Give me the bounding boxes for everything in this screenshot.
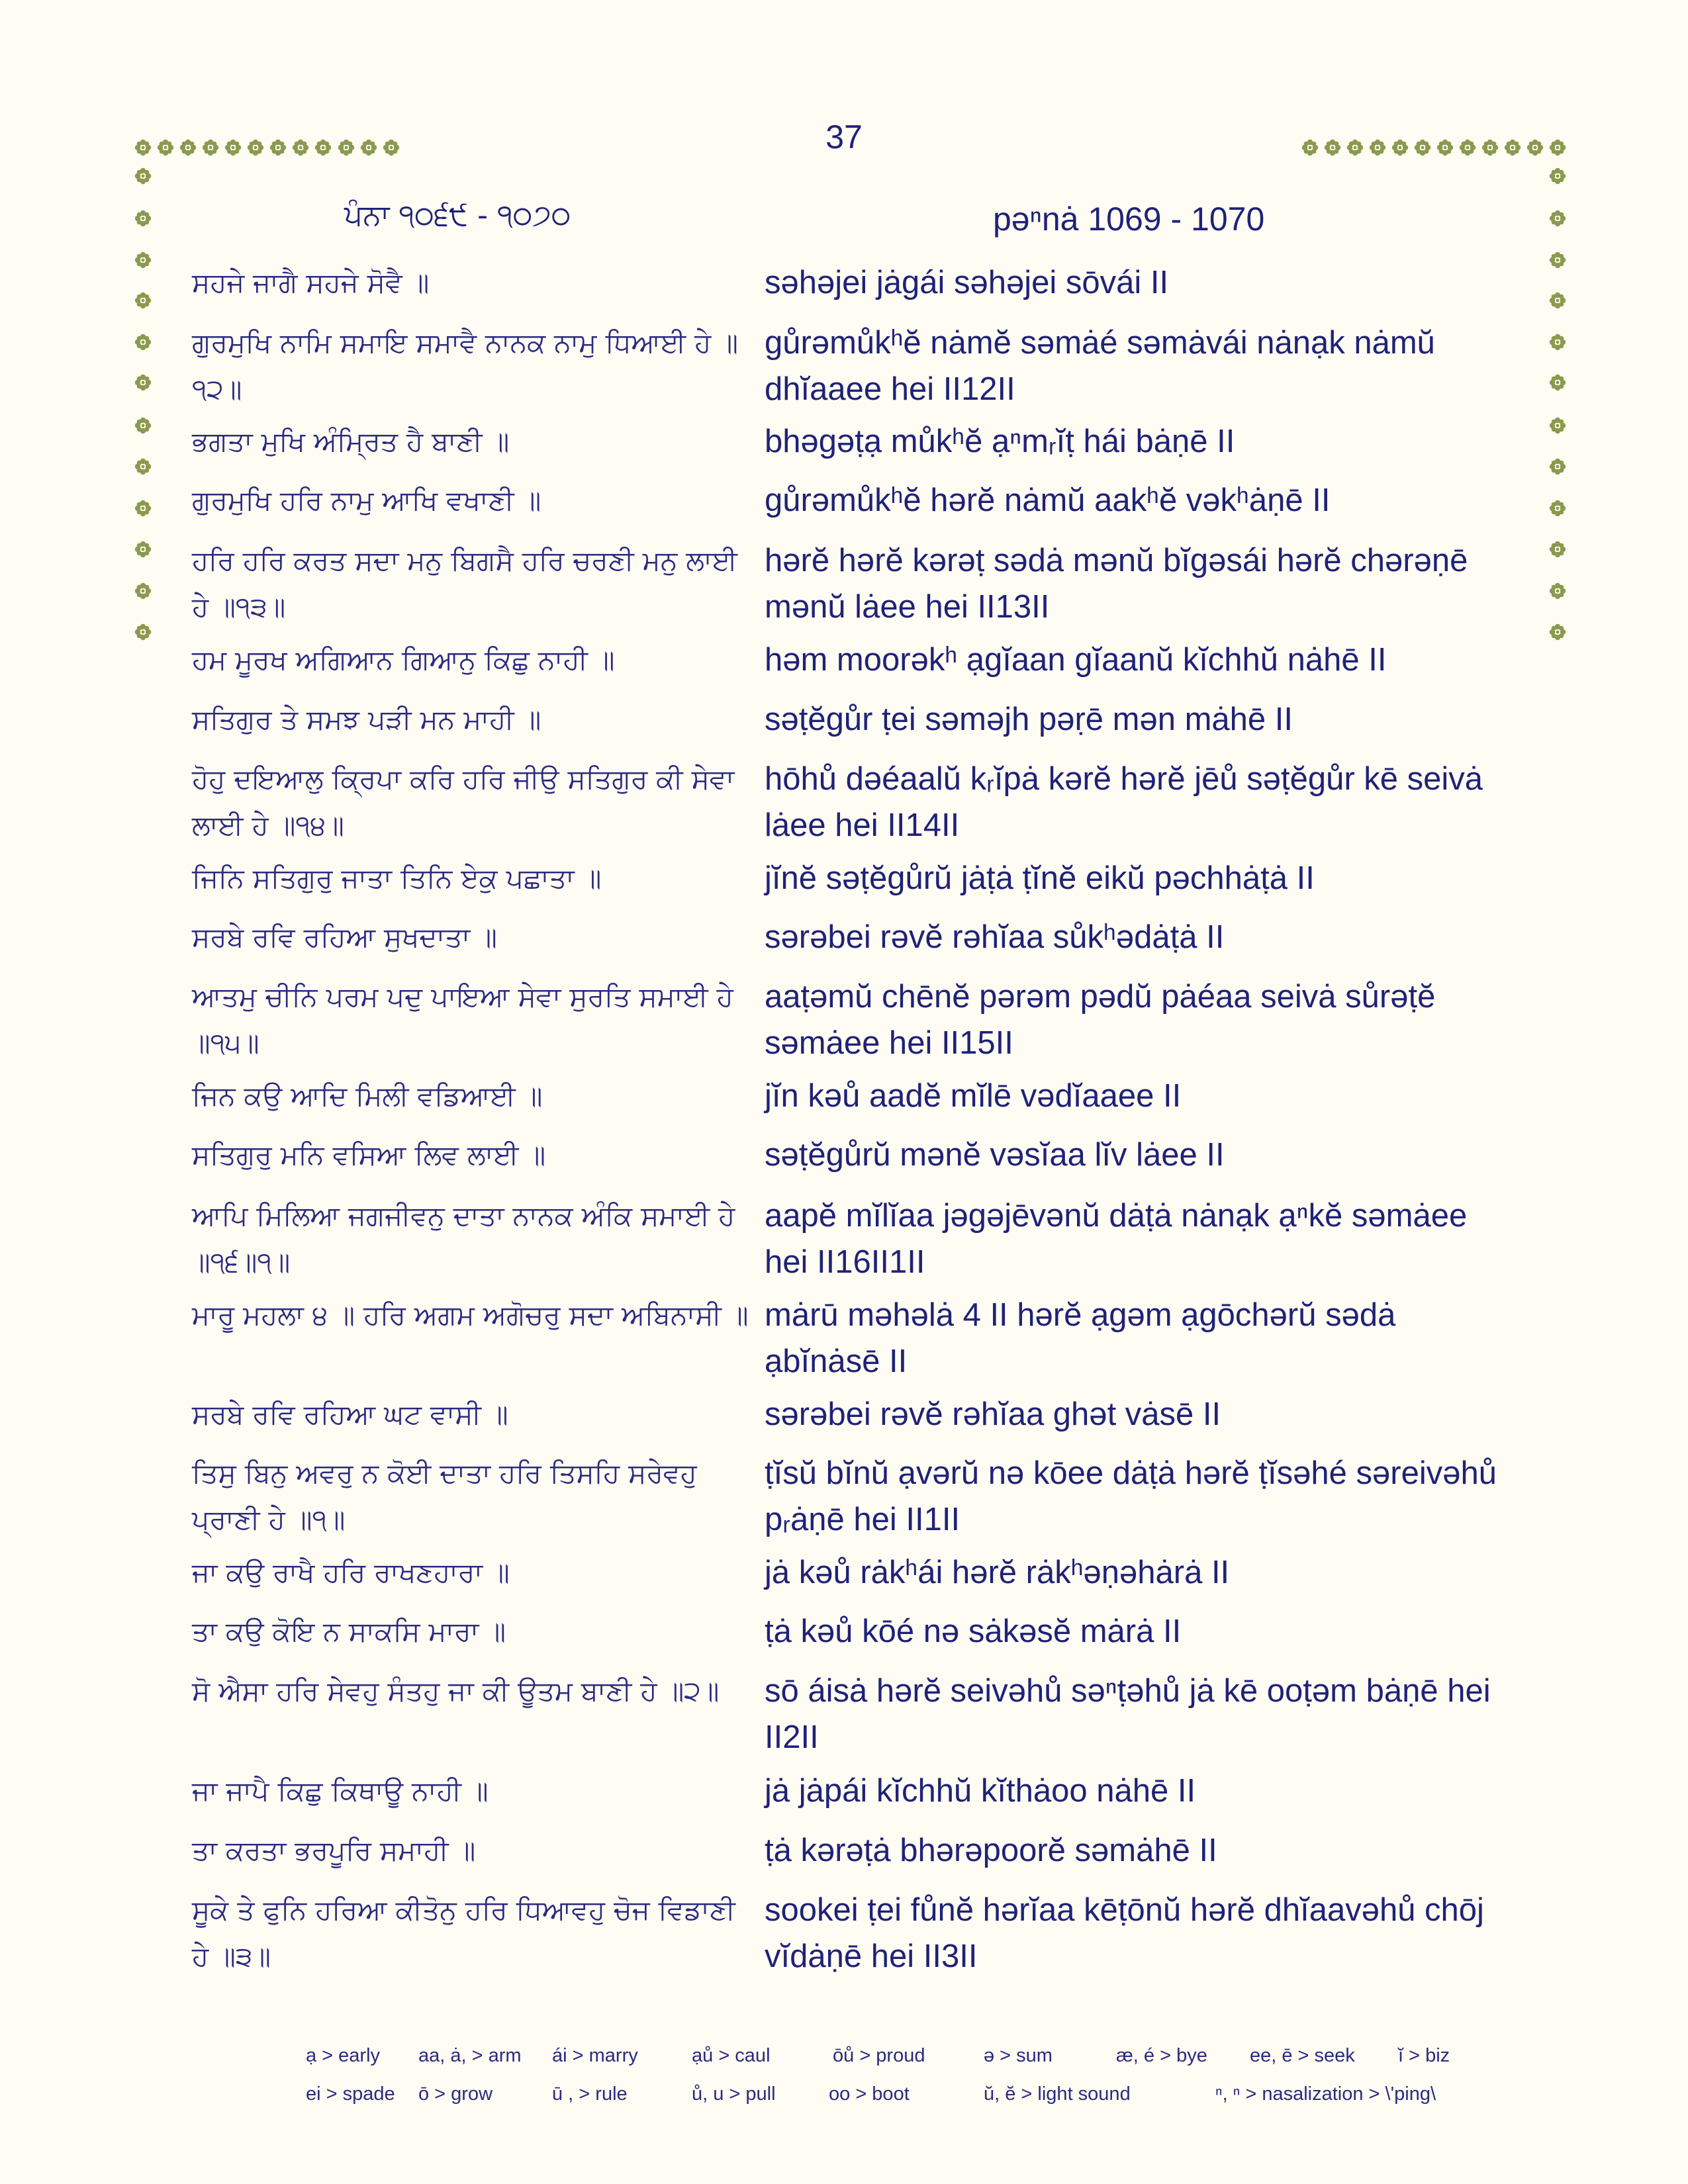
flower-ornament-icon [1549,417,1566,434]
gurmukhi-line: ਆਤਮੁ ਚੀਨਿ ਪਰਮ ਪਦੁ ਪਾਇਆ ਸੇਵਾ ਸੁਰਤਿ ਸਮਾਈ ਹੇ ॥੧੫॥ [192,981,733,1059]
gurmukhi-line: ਜਿਨਿ ਸਤਿਗੁਰੁ ਜਾਤਾ ਤਿਨਿ ਏਕੁ ਪਛਾਤਾ ॥ [192,862,602,894]
gurmukhi-line: ਹੋਹੁ ਦਇਆਲੁ ਕ੍ਰਿਪਾ ਕਰਿ ਹਰਿ ਜੀਉ ਸਤਿਗੁਰ ਕੀ ਸੇਵਾ ਲਾਈ ਹੇ ॥੧੪॥ [192,763,735,841]
flower-ornament-icon [1549,139,1566,156]
transliteration-line: jĭn kəů aadĕ mĭlē vədĭaaee II [765,1078,1182,1114]
transliteration-line: jĭnĕ səṭĕgůrŭ jȧṭȧ ṭĭnĕ eikŭ pəchhȧṭȧ II [765,860,1315,896]
flower-ornament-icon [1549,541,1566,558]
gurmukhi-line: ਸਤਿਗੁਰ ਤੇ ਸਮਝ ਪੜੀ ਮਨ ਮਾਹੀ ॥ [192,704,541,735]
gurmukhi-line: ਆਪਿ ਮਿਲਿਆ ਜਗਜੀਵਨੁ ਦਾਤਾ ਨਾਨਕ ਅੰਕਿ ਸਮਾਈ ਹੇ ॥੧੬॥੧॥ [192,1200,735,1278]
legend-item: ee, ē > seek [1250,2045,1355,2066]
flower-ornament-icon [134,210,152,227]
transliteration-line: səṭĕgůrŭ mənĕ vəsĭaa lĭv lȧee II [765,1137,1225,1173]
flower-ornament-icon [338,139,355,156]
gurmukhi-line: ਹਮ ਮੂਰਖ ਅਗਿਆਨ ਗਿਆਨੁ ਕਿਛੁ ਨਾਹੀ ॥ [192,644,615,676]
legend-item: ạů > caul [692,2045,771,2066]
flower-ornament-icon [1549,292,1566,309]
flower-ornament-icon [1549,500,1566,517]
transliteration-line: mȧrū məhəlȧ 4 II hərĕ ạgəm ạgōchərŭ sədȧ ạbĭnȧsē II [765,1297,1396,1379]
flower-ornament-icon [1436,139,1454,156]
legend-item: ů, u > pull [692,2083,776,2105]
flower-ornament-icon [383,139,400,156]
legend-item: ə > sum [984,2045,1053,2066]
flower-ornament-icon [134,458,152,475]
legend-item: ei > spade [306,2083,395,2105]
flower-ornament-icon [1549,210,1566,227]
gurmukhi-line: ਸੋ ਐਸਾ ਹਰਿ ਸੇਵਹੁ ਸੰਤਹੁ ਜਾ ਕੀ ਊਤਮ ਬਾਣੀ ਹੇ ॥੨॥ [192,1675,720,1707]
flower-ornament-icon [1549,334,1566,351]
flower-ornament-icon [157,139,174,156]
gurmukhi-line: ਹਰਿ ਹਰਿ ਕਰਤ ਸਦਾ ਮਨੁ ਬਿਗਸੈ ਹਰਿ ਚਰਣੀ ਮਨੁ ਲਾਈ ਹੇ ॥੧੩॥ [192,545,737,623]
transliteration-line: sərəbei rəvĕ rəhĭaa ghət vȧsē II [765,1396,1221,1432]
flower-ornament-icon [1504,139,1521,156]
transliteration-line: sookei ṭei fůnĕ hərĭaa kēṭōnŭ hərĕ dhĭaavəhů chōj vĭdȧṇē hei II3II [765,1892,1484,1974]
legend-item: aa, ȧ, > arm [418,2045,522,2066]
flower-ornament-icon [1391,139,1409,156]
transliteration-line: gůrəmůkʰĕ nȧmĕ səmȧé səmȧvái nȧnạk nȧmŭ dhĭaaee hei II12II [765,325,1435,407]
gurmukhi-line: ਸਰਬੇ ਰਵਿ ਰਹਿਆ ਸੁਖਦਾਤਾ ॥ [192,921,497,953]
transliteration-line: ṭȧ kərəṭȧ bhərəpoorĕ səmȧhē II [765,1833,1217,1868]
legend-item: ĭ > biz [1398,2045,1450,2066]
flower-ornament-icon [314,139,332,156]
flower-ornament-icon [134,167,152,185]
transliteration-line: hərĕ hərĕ kərəṭ sədȧ mənŭ bĭgəsái hərĕ chərəṇē mənŭ lȧee hei II13II [765,543,1468,625]
transliteration-line: jȧ kəů rȧkʰái hərĕ rȧkʰəṇəhȧrȧ II [765,1555,1230,1590]
flower-ornament-icon [1549,374,1566,391]
legend-item: ōů > proud [833,2045,925,2066]
transliteration-line: gůrəmůkʰĕ hərĕ nȧmŭ aakʰĕ vəkʰȧṇē II [765,482,1331,518]
gurmukhi-line: ਗੁਰਮੁਖਿ ਨਾਮਿ ਸਮਾਇ ਸਮਾਵੈ ਨਾਨਕ ਨਾਮੁ ਧਿਆਈ ਹੇ ॥੧੨॥ [192,327,738,405]
flower-ornament-icon [1549,251,1566,269]
gurmukhi-line: ਜਾ ਜਾਪੈ ਕਿਛੁ ਕਿਥਾਊ ਨਾਹੀ ॥ [192,1775,489,1807]
legend-item: oo > boot [829,2083,910,2105]
flower-ornament-icon [134,541,152,558]
gurmukhi-line: ਤਾ ਕਰਤਾ ਭਰਪੂਰਿ ਸਮਾਹੀ ॥ [192,1835,476,1866]
flower-ornament-icon [1549,582,1566,600]
transliteration-line: aaṭəmŭ chēnĕ pərəm pədŭ pȧéaa seivȧ sůrəṭĕ səmȧee hei II15II [765,979,1436,1061]
legend-item: æ, é > bye [1116,2045,1207,2066]
gurmukhi-line: ਸੂਕੇ ਤੇ ਫੁਨਿ ਹਰਿਆ ਕੀਤੋਨੁ ਹਰਿ ਧਿਆਵਹੁ ਚੋਜ ਵਿਡਾਣੀ ਹੇ ॥੩॥ [192,1894,735,1972]
transliteration-line: hōhů dəéaalŭ kᵣĭpȧ kərĕ hərĕ jēů səṭĕgůr kē seivȧ lȧee hei II14II [765,761,1483,843]
transliteration-line: sərəbei rəvĕ rəhĭaa sůkʰədȧṭȧ II [765,919,1225,955]
transliteration-line: jȧ jȧpái kĭchhŭ kĭthȧoo nȧhē II [765,1773,1196,1809]
flower-ornament-icon [134,417,152,434]
gurmukhi-line: ਤਾ ਕਉ ਕੋਇ ਨ ਸਾਕਸਿ ਮਾਰਾ ॥ [192,1615,506,1647]
flower-ornament-icon [247,139,264,156]
flower-ornament-icon [1549,458,1566,475]
gurmukhi-line: ਜਿਨ ਕਉ ਆਦਿ ਮਿਲੀ ਵਡਿਆਈ ॥ [192,1080,543,1112]
gurmukhi-line: ਸਤਿਗੁਰੁ ਮਨਿ ਵਸਿਆ ਲਿਵ ਲਾਈ ॥ [192,1139,546,1171]
flower-ornament-icon [134,334,152,351]
flower-ornament-icon [269,139,287,156]
page-number: 37 [825,118,863,156]
transliteration-line: sō áisȧ hərĕ seivəhů səⁿṭəhů jȧ kē ooṭəm bȧṇē hei II2II [765,1673,1491,1755]
transliteration-line: səhəjei jȧgái səhəjei sōvái II [765,265,1169,300]
header-gurmukhi: ਪੰਨਾ ੧੦੬੯ - ੧੦੭੦ [344,199,571,232]
legend-item: ō > grow [418,2083,493,2105]
flower-ornament-icon [134,500,152,517]
legend-item: ⁿ, ⁿ > nasalization > \'ping\ [1215,2083,1436,2105]
flower-ornament-icon [134,623,152,641]
legend-item: ạ > early [306,2045,381,2066]
flower-ornament-icon [1346,139,1364,156]
flower-ornament-icon [1301,139,1319,156]
transliteration-line: həm moorəkʰ ạgĭaan gĭaanŭ kĭchhŭ nȧhē II [765,642,1387,678]
flower-ornament-icon [1459,139,1476,156]
gurmukhi-line: ਜਾ ਕਉ ਰਾਖੈ ਹਰਿ ਰਾਖਣਹਾਰਾ ॥ [192,1557,510,1588]
gurmukhi-line: ਭਗਤਾ ਮੁਖਿ ਅੰਮ੍ਰਿਤ ਹੈ ਬਾਣੀ ॥ [192,426,510,457]
flower-ornament-icon [202,139,219,156]
gurmukhi-line: ਗੁਰਮੁਖਿ ਹਰਿ ਨਾਮੁ ਆਖਿ ਵਖਾਣੀ ॥ [192,484,541,516]
flower-ornament-icon [224,139,242,156]
gurmukhi-line: ਸਰਬੇ ਰਵਿ ਰਹਿਆ ਘਟ ਵਾਸੀ ॥ [192,1398,508,1430]
legend-item: ū , > rule [552,2083,628,2105]
flower-ornament-icon [1481,139,1499,156]
flower-ornament-icon [1414,139,1431,156]
flower-ornament-icon [292,139,309,156]
flower-ornament-icon [179,139,197,156]
flower-ornament-icon [134,374,152,391]
gurmukhi-line: ਸਹਜੇ ਜਾਗੈ ਸਹਜੇ ਸੋਵੈ ॥ [192,267,430,298]
flower-ornament-icon [1549,167,1566,185]
flower-ornament-icon [1369,139,1386,156]
transliteration-line: ṭȧ kəů kōé nə sȧkəsĕ mȧrȧ II [765,1614,1182,1649]
flower-ornament-icon [1324,139,1341,156]
flower-ornament-icon [360,139,377,156]
flower-ornament-icon [1549,623,1566,641]
flower-ornament-icon [134,582,152,600]
transliteration-line: bhəgəṭạ můkʰĕ ạⁿmᵣĭṭ hái bȧṇē II [765,424,1235,459]
header-transliteration: pəⁿnȧ 1069 - 1070 [993,201,1265,238]
transliteration-line: aapĕ mĭlĭaa jəgəjēvənŭ dȧṭȧ nȧnạk ạⁿkĕ səmȧee hei II16II1II [765,1198,1468,1280]
flower-ornament-icon [134,139,152,156]
gurmukhi-line: ਤਿਸੁ ਬਿਨੁ ਅਵਰੁ ਨ ਕੋਈ ਦਾਤਾ ਹਰਿ ਤਿਸਹਿ ਸਰੇਵਹੁ ਪ੍ਰਾਣੀ ਹੇ ॥੧॥ [192,1457,697,1535]
legend-item: ŭ, ĕ > light sound [984,2083,1131,2105]
flower-ornament-icon [1526,139,1544,156]
gurmukhi-line: ਮਾਰੂ ਮਹਲਾ ੪ ॥ ਹਰਿ ਅਗਮ ਅਗੋਚਰੁ ਸਦਾ ਅਬਿਨਾਸੀ ॥ [192,1299,749,1331]
flower-ornament-icon [134,251,152,269]
transliteration-line: səṭĕgůr ṭei səməjh pəṛē mən mȧhē II [765,702,1293,737]
transliteration-line: ṭĭsŭ bĭnŭ ạvərŭ nə kōee dȧṭȧ hərĕ ṭĭsəhé səreivəhů pᵣȧṇē hei II1II [765,1455,1497,1537]
legend-item: ái > marry [552,2045,638,2066]
flower-ornament-icon [134,292,152,309]
